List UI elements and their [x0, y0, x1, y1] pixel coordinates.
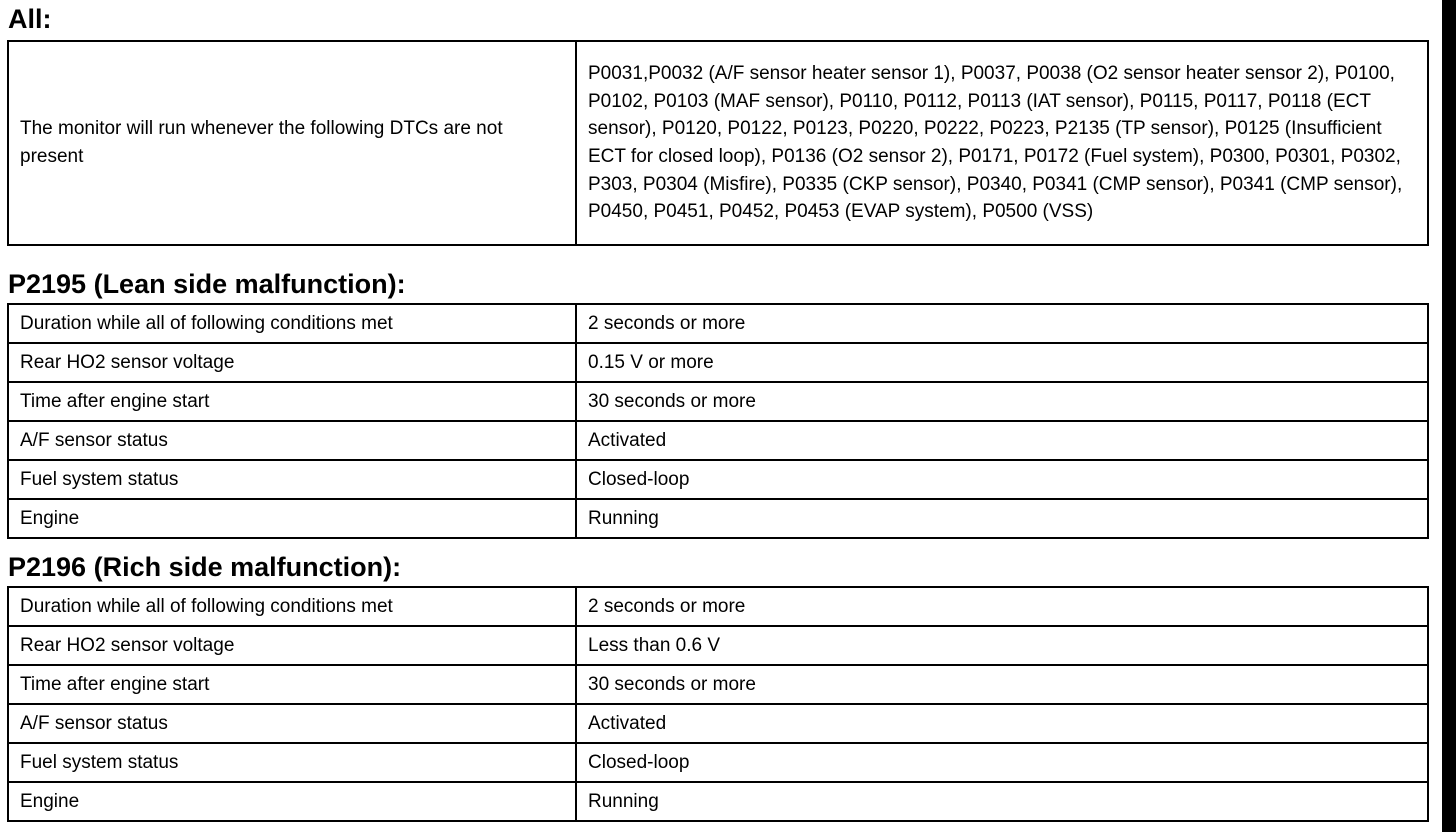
table-row: [8, 587, 1428, 626]
table-row: [8, 343, 1428, 382]
table-cell-label: Engine: [8, 782, 576, 821]
section-heading-p2196: P2196 (Rich side malfunction):: [8, 552, 402, 582]
table-cell-label: Duration while all of following conditions met: [8, 304, 576, 343]
table-cell-value: Running: [576, 499, 1428, 538]
table-cell-label: Rear HO2 sensor voltage: [8, 343, 576, 382]
table-cell-value: P0031,P0032 (A/F sensor heater sensor 1), P0037, P0038 (O2 sensor heater sensor 2), P0100, P0102, P0103 (MAF sensor), P0110, P0112, P0113 (IAT sensor), P0115, P0117, P0118 (ECT sensor), P0120, P0122, P0123, P0220, P0222, P0223, P2135 (TP sensor), P0125 (Insufficient ECT for closed loop), P0136 (O2 sensor 2), P0171, P0172 (Fuel system), P0300, P0301, P0302, P303, P0304 (Misfire), P0335 (CKP sensor), P0340, P0341 (CMP sensor), P0341 (CMP sensor), P0450, P0451, P0452, P0453 (EVAP system), P0500 (VSS): [576, 41, 1428, 245]
dtc-exclusion-table: [7, 40, 1429, 246]
table-cell-label: Time after engine start: [8, 665, 576, 704]
table-cell-label: Engine: [8, 499, 576, 538]
table-row: [8, 304, 1428, 343]
table-cell-value: Running: [576, 782, 1428, 821]
table-cell-label: The monitor will run whenever the following DTCs are not present: [8, 41, 576, 245]
section-heading-p2195: P2195 (Lean side malfunction):: [8, 269, 406, 299]
section-heading-all: All:: [8, 4, 52, 34]
table-row: [8, 626, 1428, 665]
table-row: [8, 460, 1428, 499]
table-cell-label: Fuel system status: [8, 460, 576, 499]
table-row: [8, 743, 1428, 782]
table-cell-label: Duration while all of following conditions met: [8, 587, 576, 626]
table-cell-label: A/F sensor status: [8, 704, 576, 743]
table-cell-value: Closed-loop: [576, 460, 1428, 499]
table-row: [8, 382, 1428, 421]
table-cell-label: Time after engine start: [8, 382, 576, 421]
table-cell-value: 2 seconds or more: [576, 304, 1428, 343]
table-cell-label: Rear HO2 sensor voltage: [8, 626, 576, 665]
table-cell-value: 30 seconds or more: [576, 665, 1428, 704]
table-cell-value: Activated: [576, 704, 1428, 743]
table-cell-label: Fuel system status: [8, 743, 576, 782]
table-cell-value: 0.15 V or more: [576, 343, 1428, 382]
table-row: [8, 704, 1428, 743]
p2195-conditions-table: [7, 303, 1429, 539]
table-cell-label: A/F sensor status: [8, 421, 576, 460]
table-row: [8, 499, 1428, 538]
table-row: [8, 421, 1428, 460]
table-cell-value: Less than 0.6 V: [576, 626, 1428, 665]
table-row: [8, 782, 1428, 821]
table-cell-value: Activated: [576, 421, 1428, 460]
page-edge-bar: [1442, 0, 1456, 832]
p2196-conditions-table: [7, 586, 1429, 822]
table-cell-value: Closed-loop: [576, 743, 1428, 782]
table-cell-value: 30 seconds or more: [576, 382, 1428, 421]
table-row: [8, 665, 1428, 704]
table-row: [8, 41, 1428, 245]
table-cell-value: 2 seconds or more: [576, 587, 1428, 626]
